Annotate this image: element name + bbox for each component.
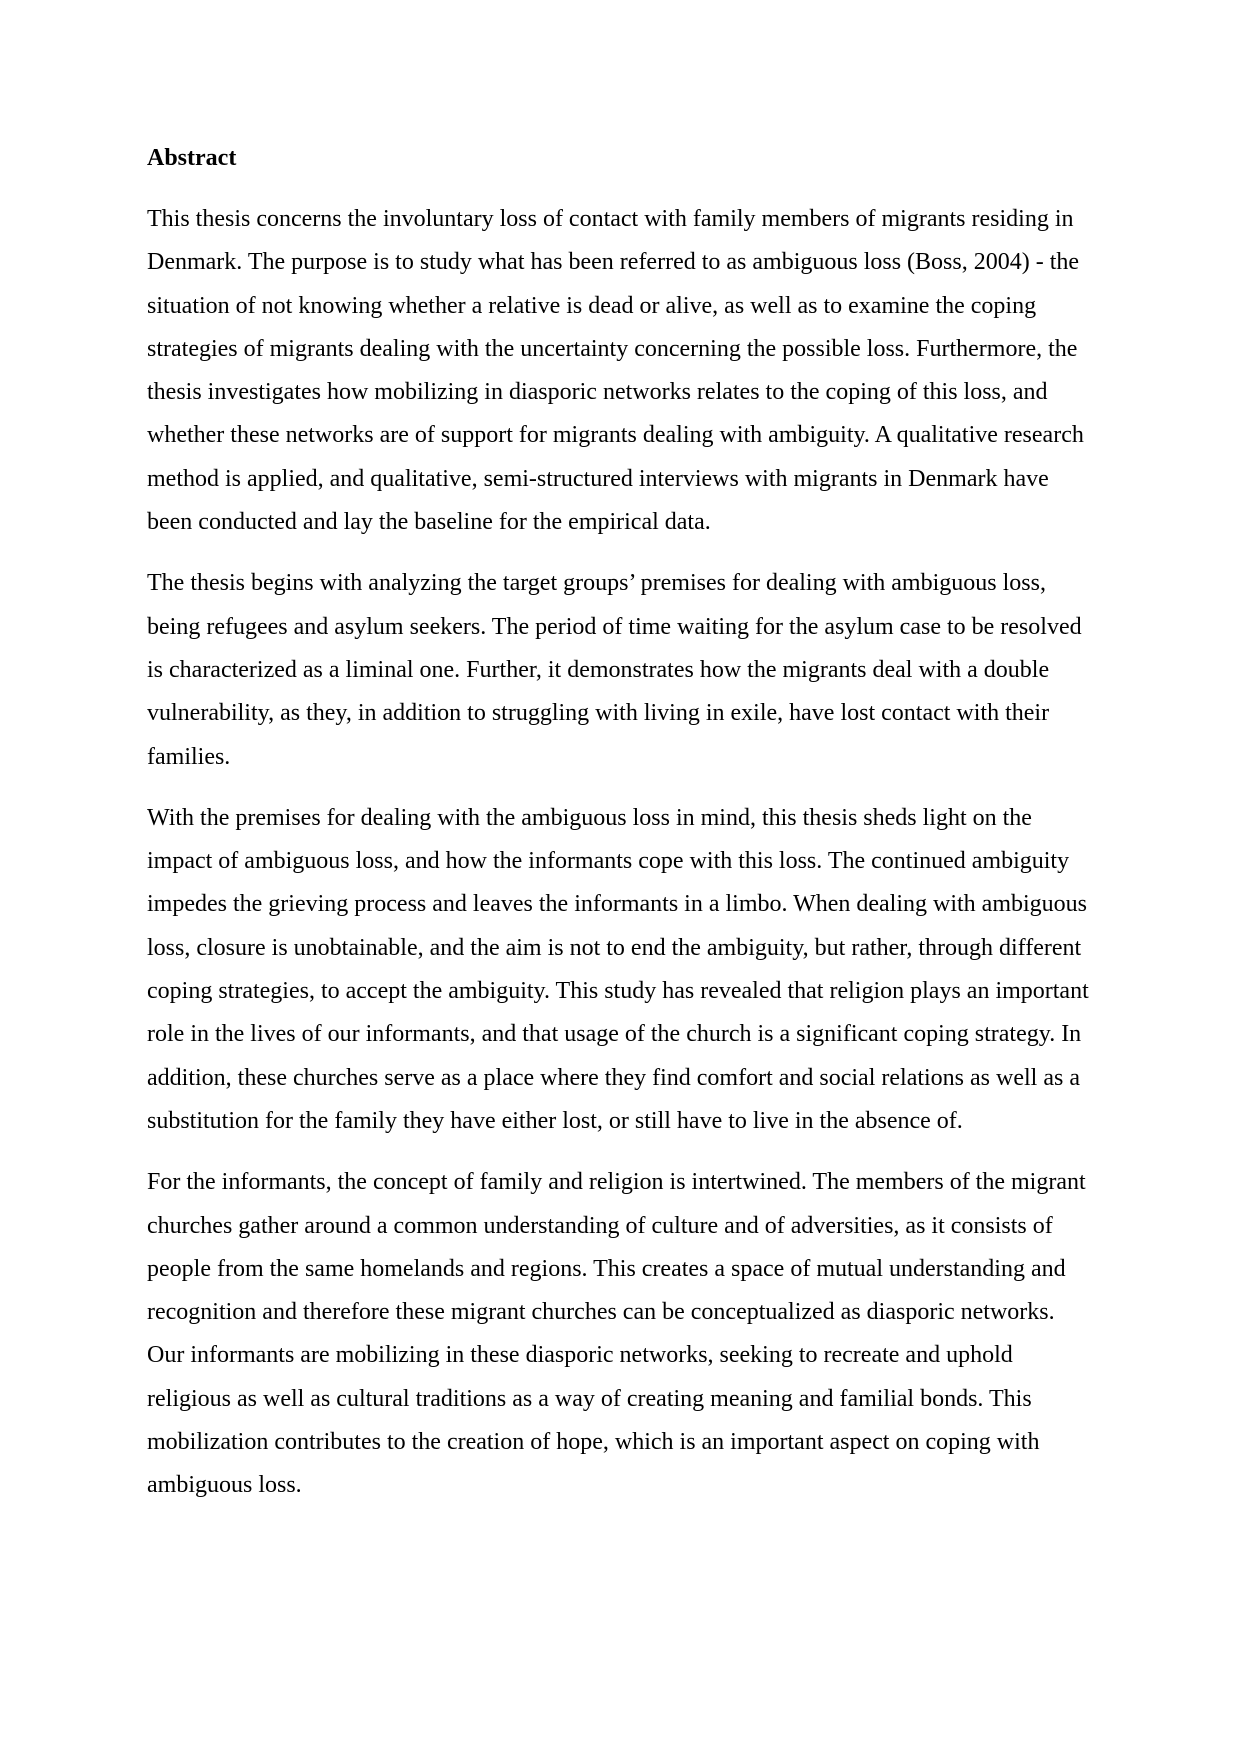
abstract-paragraph-2: The thesis begins with analyzing the target groups’ premises for dealing with ambiguous loss, being refugees and asylum seekers. The period of time waiting for the asylum case to be resolved is characterized as a liminal one. Further, it demonstrates how the migrants deal with a double vulnerability, as they, in addition to struggling with living in exile, have lost contact with their families. [147, 570, 1082, 770]
abstract-paragraph-1: This thesis concerns the involuntary loss of contact with family members of migrants residing in Denmark. The purpose is to study what has been referred to as ambiguous loss (Boss, 2004) - the situation of not knowing whether a relative is dead or alive, as well as to examine the coping strategies of migrants dealing with the uncertainty concerning the possible loss. Furthermore, the thesis investigates how mobilizing in diasporic networks relates to the coping of this loss, and whether these networks are of support for migrants dealing with ambiguity. A qualitative research method is applied, and qualitative, semi-structured interviews with migrants in Denmark have been conducted and lay the baseline for the empirical data. [147, 206, 1084, 536]
abstract-heading: Abstract [147, 145, 237, 171]
abstract-paragraph-4: For the informants, the concept of family and religion is intertwined. The members of the migrant churches gather around a common understanding of culture and of adversities, as it consists of people from the same homelands and regions. This creates a space of mutual understanding and recognition and therefore these migrant churches can be conceptualized as diasporic networks. Our informants are mobilizing in these diasporic networks, seeking to recreate and uphold religious as well as cultural traditions as a way of creating meaning and familial bonds. This mobilization contributes to the creation of hope, which is an important aspect on coping with ambiguous loss. [147, 1169, 1086, 1499]
abstract-paragraph-3: With the premises for dealing with the ambiguous loss in mind, this thesis sheds light on the impact of ambiguous loss, and how the informants cope with this loss. The continued ambiguity impedes the grieving process and leaves the informants in a limbo. When dealing with ambiguous loss, closure is unobtainable, and the aim is not to end the ambiguity, but rather, through different coping strategies, to accept the ambiguity. This study has revealed that religion plays an important role in the lives of our informants, and that usage of the church is a significant coping strategy. In addition, these churches serve as a place where they find comfort and social relations as well as a substitution for the family they have either lost, or still have to live in the absence of. [147, 804, 1089, 1134]
